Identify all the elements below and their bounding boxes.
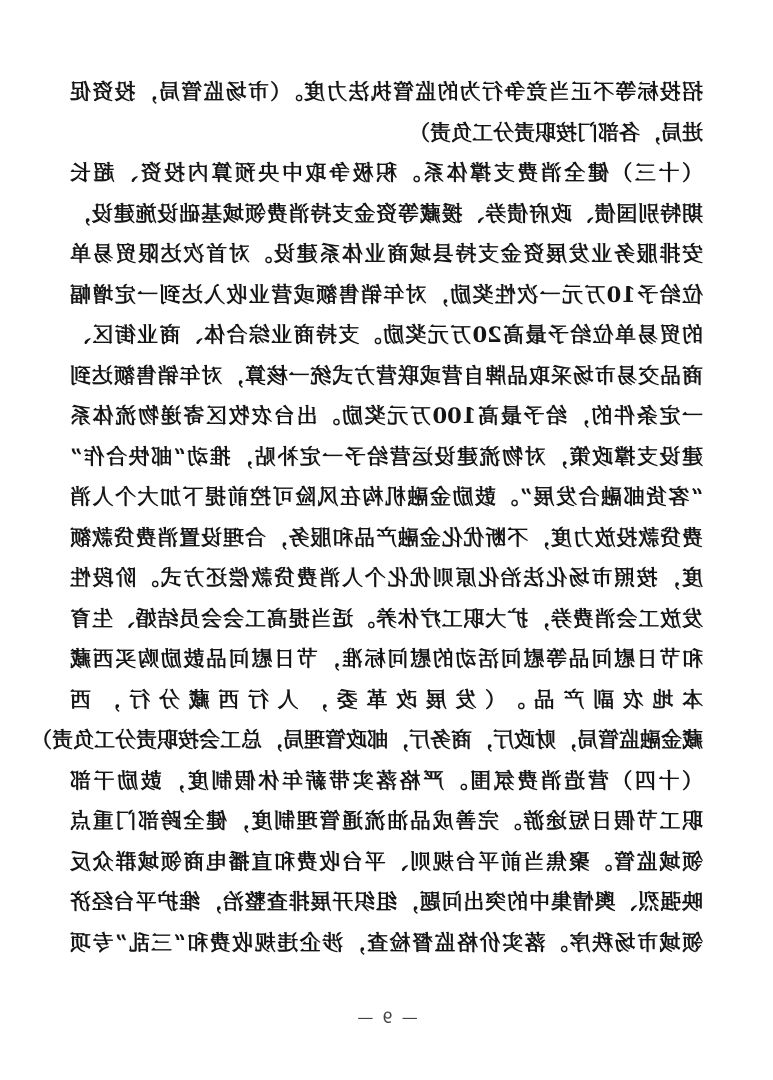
text-line: 发放工会消费券，扩大职工疗休养。适当提高工会会员结婚、生育 — [70, 605, 703, 631]
text-line: 领域市场秩序。落实价格监督检查，涉企违规收费和“三乱”专项 — [70, 929, 703, 955]
text-line: 位给予10万元一次性奖励，对年销售额或营业收入达到一定增幅 — [70, 281, 703, 307]
text-line: 招投标等不正当竞争行为的监管执法力度。（市场监管局，投资促 — [70, 79, 703, 104]
text-line: 安排服务业发展资金支持县域商业体系建设。对首次达限贸易单 — [70, 241, 703, 266]
text-line: 期特别国债、政府债券、援藏等资金支持消费领域基础设施建设， — [70, 200, 703, 226]
text-line: 费贷款投放力度，不断优化金融产品和服务，合理设置消费贷款额 — [70, 524, 703, 550]
text-line: 一定条件的，给予最高100万元奖励。出台农牧区寄递物流体系 — [70, 403, 703, 428]
body-text — [31, 72, 703, 963]
text-line: 映强烈、舆情集中的突出问题，组织开展排查整治，维护平台经济 — [70, 889, 703, 914]
text-line: （十三）健全消费支撑体系。积极争取中央预算内投资、超长 — [70, 160, 703, 185]
text-line: 建设支撑政策，对物流建设运营给予一定补贴，推动“邮快合作” — [70, 443, 703, 469]
text-line: 度，按照市场化法治化原则优化个人消费贷款偿还方式。阶段性 — [70, 565, 703, 590]
text-line: （十四）营造消费氛围。严格落实带薪年休假制度，鼓励干部 — [70, 767, 703, 793]
page-number: — 9 — — [355, 1008, 418, 1027]
text-line: 职工节假日短途游。完善成品油流通管理制度，健全跨部门重点 — [70, 808, 703, 833]
text-line: 的贸易单位给予最高20万元奖励。支持商业综合体、商业街区、 — [70, 322, 703, 347]
text-line: 商品交易市场采取品牌自营或联营方式统一核算，对年销售额达到 — [70, 362, 703, 388]
text-line: 本地农副产品。（发展改革委，人行西藏分行，西 — [70, 686, 703, 712]
text-line: 和节日慰问品等慰问活动的慰问标准，节日慰问品鼓励购买西藏 — [70, 646, 703, 671]
text-line: 藏金融监管局，财政厅，商务厅，邮政管理局，总工会按职责分工负责） — [31, 727, 703, 752]
text-line: 进局，各部门按职责分工负责） — [409, 119, 703, 145]
text-line: “客货邮融合发展”。鼓励金融机构在风险可控前提下加大个人消 — [70, 484, 703, 509]
text-line: 领域监管。聚焦当前平台规则、平台收费和直播电商领域群众反 — [70, 848, 703, 874]
